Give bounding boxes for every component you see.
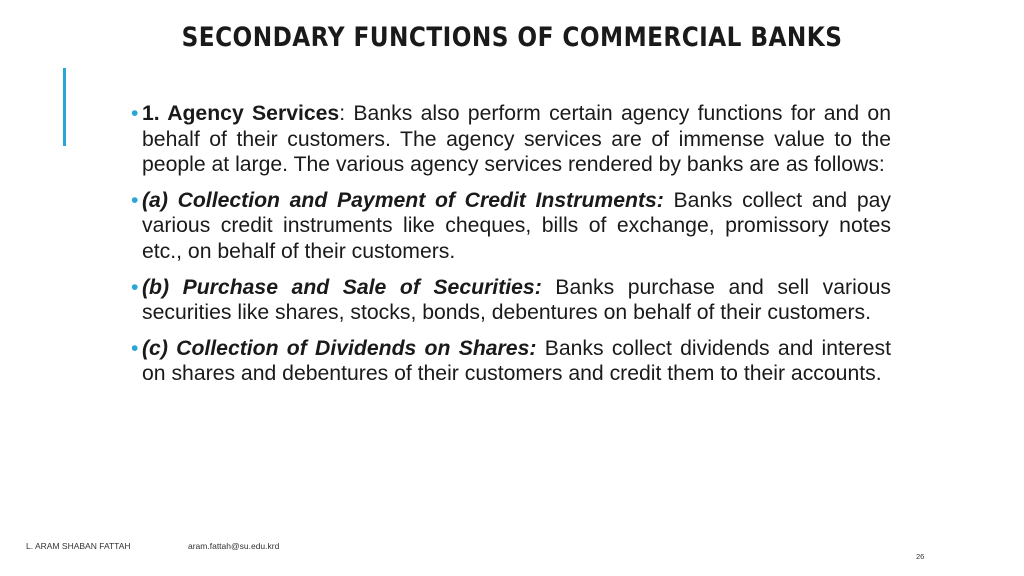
bullet-icon: • [131, 275, 139, 299]
bullet-heading: (a) Collection and Payment of Credit Instruments: [142, 188, 664, 212]
bullet-text: Banks collect dividends and interest on shares and debentures of their customers and credit them to their accounts. [142, 336, 891, 386]
footer-email: aram.fattah@su.edu.krd [188, 541, 280, 551]
footer-author: L. ARAM SHABAN FATTAH [26, 541, 131, 551]
bullet-securities [131, 275, 891, 326]
bullet-text: : Banks also perform certain agency functions for and on behalf of their customers. The agency services are of immense value to the people at large. The various agency services rendered by banks are as follows: [142, 102, 891, 177]
page-number: 26 [916, 552, 925, 561]
accent-line [63, 68, 66, 146]
bullet-credit-instruments [131, 188, 891, 265]
bullet-heading: (b) Purchase and Sale of Securities: [142, 275, 542, 299]
slide-title: SECONDARY FUNCTIONS OF COMMERCIAL BANKS [181, 22, 843, 53]
bullet-dividends [131, 336, 891, 387]
bullet-icon: • [131, 188, 139, 212]
bullet-text: Banks collect and pay various credit instruments like cheques, bills of exchange, promissory notes etc., on behalf of their customers. [142, 188, 892, 263]
bullet-agency-services [131, 101, 891, 178]
bullet-heading: 1. Agency Services [142, 102, 340, 125]
bullet-icon: • [131, 336, 139, 360]
slide-content [131, 101, 891, 397]
bullet-text: Banks purchase and sell various securities like shares, stocks, bonds, debentures on behalf of their customers. [142, 275, 891, 325]
bullet-heading: (c) Collection of Dividends on Shares: [142, 336, 537, 360]
bullet-icon: • [131, 102, 139, 125]
